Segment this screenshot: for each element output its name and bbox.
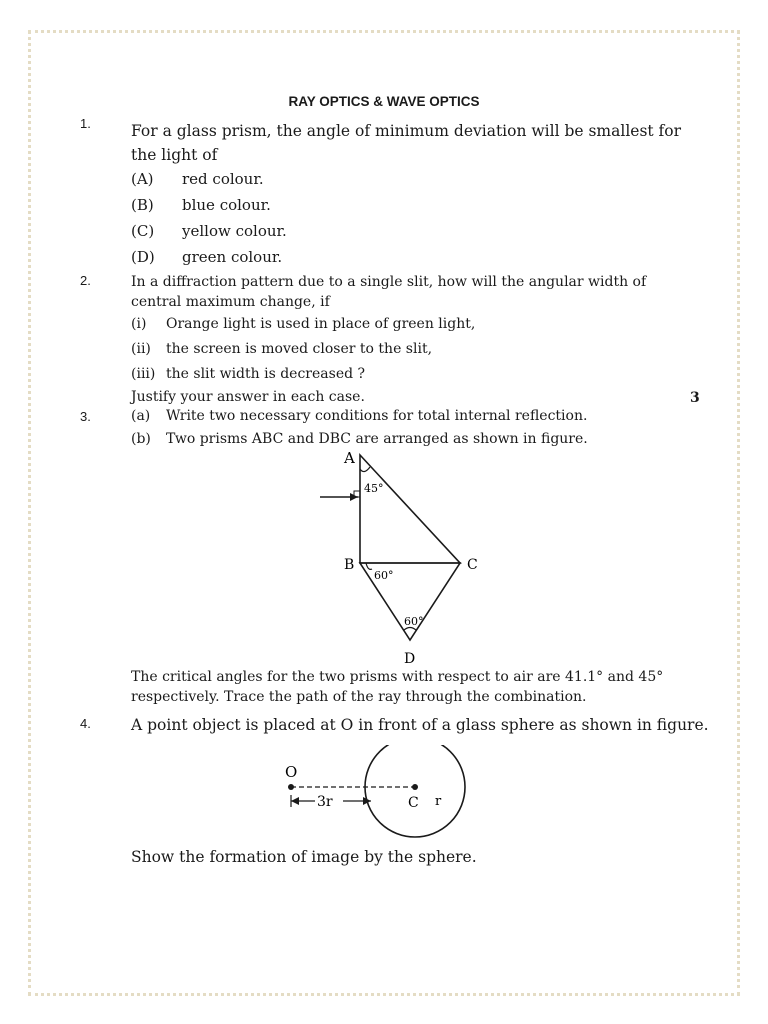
label-a: A bbox=[344, 449, 355, 467]
question-4-text: A point object is placed at O in front of a glass sphere as shown in figure. bbox=[131, 716, 709, 734]
sub-item-i bbox=[131, 316, 475, 332]
question-3-number: 3. bbox=[80, 409, 91, 424]
distance-label: 3r bbox=[317, 794, 333, 810]
option-d bbox=[131, 248, 282, 266]
label-o: O bbox=[285, 763, 298, 781]
point-c bbox=[412, 784, 418, 790]
sub-item-text: the slit width is decreased ? bbox=[166, 366, 366, 382]
option-text: blue colour. bbox=[182, 196, 271, 214]
marks-badge: 3 bbox=[690, 390, 700, 406]
angle-label-b: 60° bbox=[374, 569, 394, 582]
part-label: (b) bbox=[131, 431, 151, 447]
part-text: Two prisms ABC and DBC are arranged as shown in figure. bbox=[166, 431, 588, 447]
label-r: r bbox=[435, 794, 442, 809]
label-c: C bbox=[467, 557, 478, 573]
option-text: yellow colour. bbox=[182, 222, 287, 240]
label-c: C bbox=[408, 795, 419, 811]
sub-item-iii bbox=[131, 366, 365, 382]
sub-item-label: (ii) bbox=[131, 341, 151, 357]
option-b bbox=[131, 196, 271, 214]
label-d: D bbox=[404, 651, 416, 667]
option-label: (A) bbox=[131, 170, 154, 188]
question-4-number: 4. bbox=[80, 716, 91, 731]
glass-sphere bbox=[365, 745, 465, 837]
question-2-text: In a diffraction pattern due to a single slit, how will the angular width of central maximum change, if bbox=[131, 274, 647, 310]
angle-arc-a bbox=[360, 467, 370, 472]
label-b: B bbox=[344, 557, 355, 573]
option-text: green colour. bbox=[182, 248, 283, 266]
part-a bbox=[131, 408, 587, 424]
arrow-head-left bbox=[291, 797, 299, 805]
sphere-figure bbox=[275, 745, 485, 845]
justify-text: Justify your answer in each case. bbox=[131, 389, 365, 405]
question-4-text-after: Show the formation of image by the sphere. bbox=[131, 848, 477, 866]
page-title: RAY OPTICS & WAVE OPTICS bbox=[288, 94, 480, 109]
angle-label-d: 60° bbox=[404, 615, 424, 628]
part-label: (a) bbox=[131, 408, 151, 424]
angle-arc-b bbox=[366, 563, 372, 569]
sub-item-label: (i) bbox=[131, 316, 147, 332]
option-text: red colour. bbox=[182, 170, 264, 188]
sub-item-ii bbox=[131, 341, 432, 357]
point-o bbox=[288, 784, 294, 790]
option-label: (B) bbox=[131, 196, 154, 214]
angle-label-a: 45° bbox=[364, 482, 384, 495]
question-1-text: For a glass prism, the angle of minimum deviation will be smallest for the light of bbox=[131, 122, 682, 164]
option-c bbox=[131, 222, 287, 240]
prism-figure bbox=[300, 445, 500, 670]
sub-item-label: (iii) bbox=[131, 366, 156, 382]
question-1-number: 1. bbox=[80, 116, 91, 131]
sub-item-text: the screen is moved closer to the slit, bbox=[166, 341, 433, 357]
option-a bbox=[131, 170, 264, 188]
prism-abc bbox=[360, 455, 460, 563]
option-label: (D) bbox=[131, 248, 155, 266]
option-label: (C) bbox=[131, 222, 155, 240]
question-2-number: 2. bbox=[80, 273, 91, 288]
part-text: Write two necessary conditions for total internal reflection. bbox=[166, 408, 588, 424]
question-3-text-after: The critical angles for the two prisms with respect to air are 41.1° and 45° respectively. Trace the path of the ray through the combination. bbox=[131, 669, 664, 705]
sub-item-text: Orange light is used in place of green light, bbox=[166, 316, 476, 332]
